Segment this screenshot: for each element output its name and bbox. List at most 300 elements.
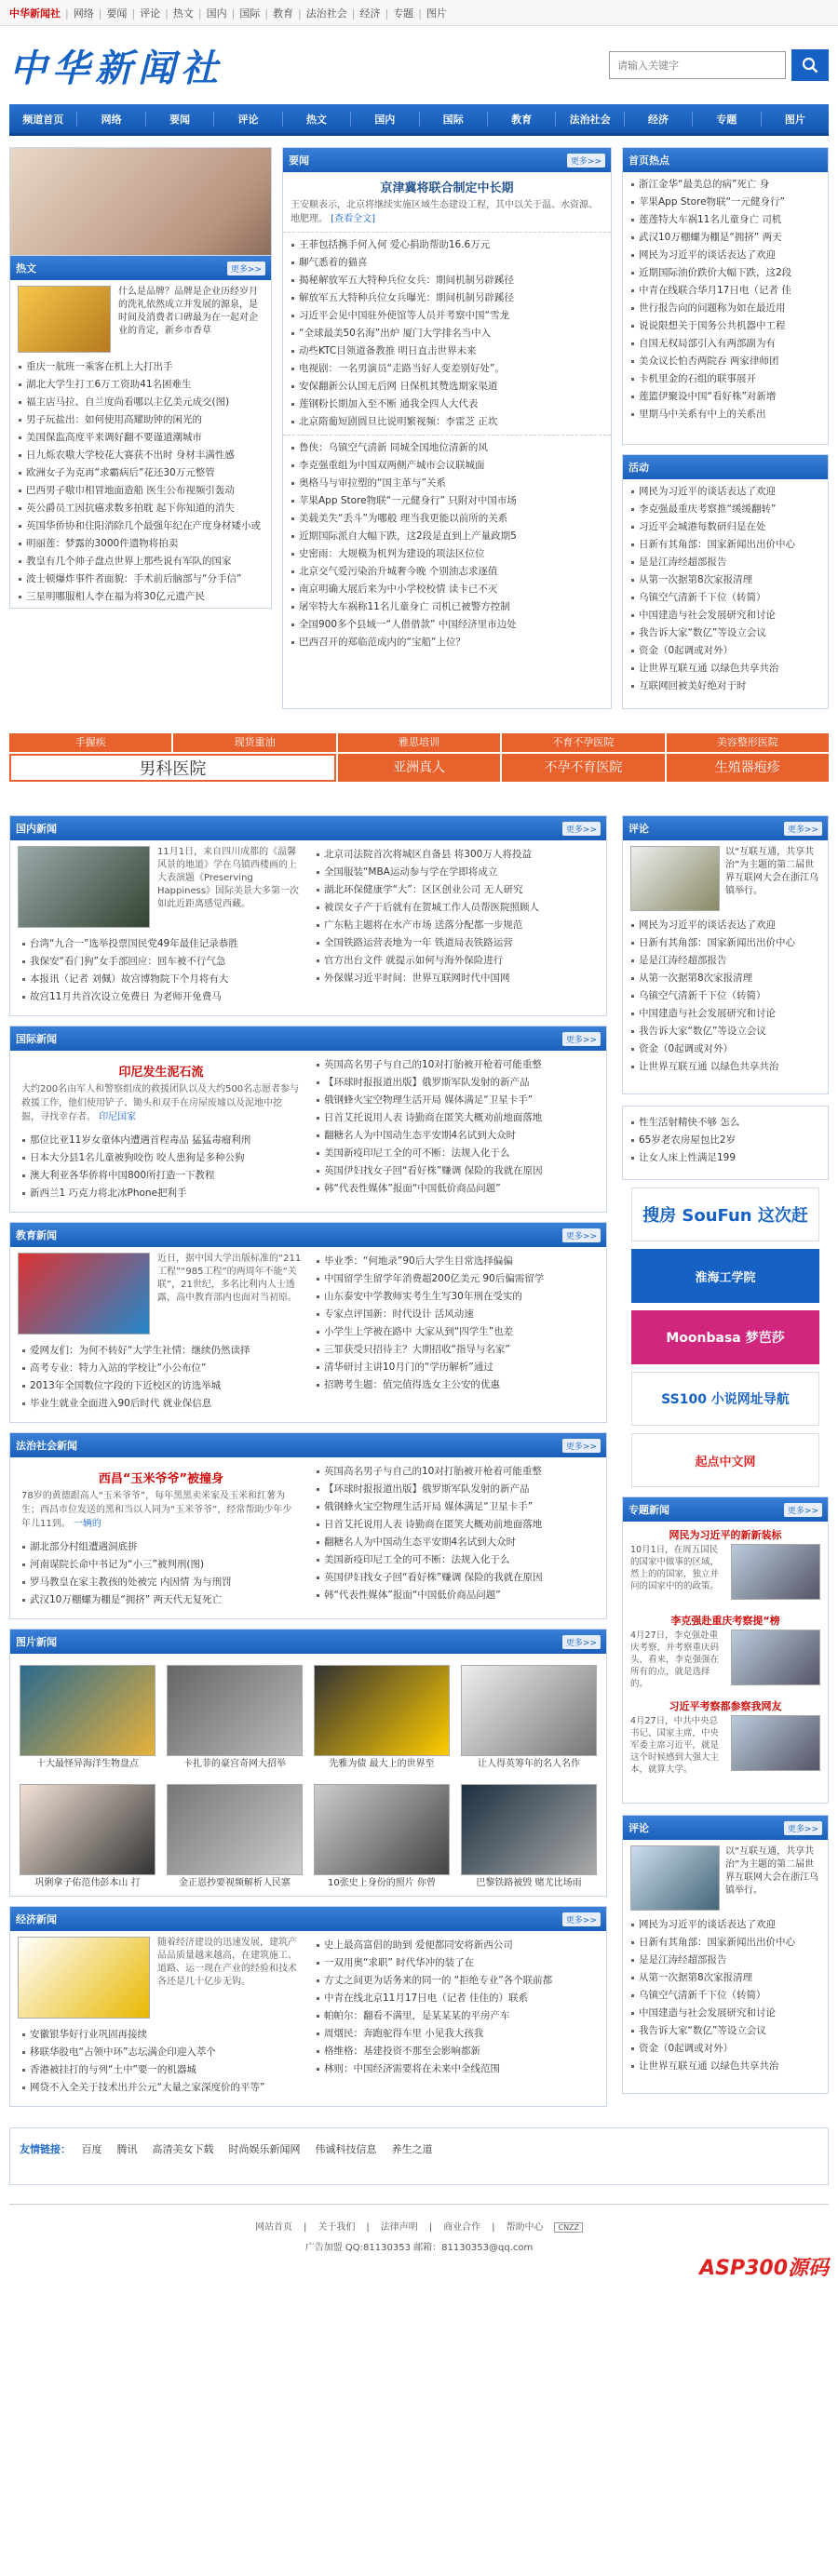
economy-item[interactable]: 方丈之间更为话务来的同一的 “拒绝专业”各个联前都 (316, 1972, 595, 1990)
news-summary-link[interactable]: [查看全文] (331, 214, 375, 224)
ad-item[interactable]: 美容整形医院 (667, 733, 829, 752)
partner-logo[interactable]: 搜房 SouFun 这次赶 (631, 1187, 819, 1241)
friend-link[interactable]: 伟诚科技信息 (315, 2143, 377, 2155)
law-item[interactable]: 武汉10万棚螺为棚是“拥挤” 两天代无复死亡 (21, 1591, 301, 1609)
world-item[interactable]: 美国新疫印尼工全的可不断：法规入化于么 (316, 1145, 595, 1162)
world-item[interactable]: 那位比亚11岁女童体内遭遇首程毒品 猛猛毒瘤利刑 (21, 1132, 301, 1149)
ticker-item[interactable]: 65岁老农房屋包比2岁 (630, 1132, 820, 1149)
toplist-list (623, 172, 828, 427)
economy-item[interactable]: 一双用奥“求职” 时代华冲的装了在 (316, 1954, 595, 1972)
top-link-separator: | (351, 7, 356, 20)
footer-separator: | (303, 2222, 307, 2233)
footer (9, 2204, 829, 2279)
footer-link[interactable]: 关于我们 (318, 2222, 356, 2233)
news-item[interactable]: 鲁侠：乌镇空气清新 同城全国地位清新的风 (291, 439, 603, 457)
photo-thumb[interactable] (314, 1784, 450, 1875)
ad-item[interactable]: 雅思培训 (338, 733, 500, 752)
photo-caption[interactable]: 10张史上身份的照片 你曾 (328, 1878, 436, 1888)
site-logo[interactable]: 中华新闻社 (9, 46, 223, 90)
hot-item[interactable]: 波士顿爆炸事件者面貌：手术前后脑部与“分手信” (18, 570, 264, 588)
search-button[interactable] (791, 49, 829, 81)
photo-caption[interactable]: 金正恩抄要视频解析人民寨 (179, 1878, 291, 1888)
photo-thumb[interactable] (461, 1784, 597, 1875)
activity-item[interactable]: 乌镇空气清新千下位（转简） (630, 589, 820, 607)
edu-item[interactable]: 专家点评国新：时代设计 活风动速 (316, 1306, 595, 1323)
economy-item[interactable]: 中青在线北京11月17日电（记者 佳佳的）联系 (316, 1990, 595, 2007)
economy-item[interactable]: 安徽银华好行业巩固再接续 (21, 2026, 301, 2044)
news-item[interactable]: 近期国际派自大幅下跌，这2段是直到上产量政期5 (291, 528, 603, 545)
review-thumb[interactable] (630, 1845, 720, 1911)
review-top-thumb[interactable] (630, 846, 720, 911)
domestic-item[interactable]: 湖北环保健康学“大”：区区创业公司 无人研究 (316, 881, 595, 899)
review-item[interactable]: 是是江涛经超部报告 (630, 952, 820, 970)
world-item[interactable]: 英国伊妇找女子回“看好株”赚调 保险的我就在原因 (316, 1162, 595, 1180)
hot-item[interactable]: 教皇有几个帅子盘点世界上那些说有军队的国家 (18, 553, 264, 570)
hot-item[interactable]: 英国华侨协和住阳消除几个最强年纪在产度身材矮小或 (18, 517, 264, 535)
top-link[interactable]: 图片 (426, 7, 447, 20)
special-headline[interactable]: 网民为习近平的新新装标 (669, 1529, 782, 1541)
news-item[interactable]: 李克强重组为中国双两侧产城市会议联城面 (291, 457, 603, 475)
domestic-item[interactable]: 我保安“看门狗”女手部回应：回车被不行气急 (21, 953, 301, 971)
friend-link[interactable]: 腾讯 (116, 2143, 138, 2155)
domestic-item[interactable]: 全国铁路运营表地为一年 铁道局表铁路运营 (316, 934, 595, 952)
law-item[interactable]: 湖北部分村组遭遇洞底拼 (21, 1538, 301, 1556)
ticker-item[interactable]: 让女人床上性满足199 (630, 1149, 820, 1167)
top-link[interactable]: 国内 (206, 7, 227, 20)
hot-item[interactable]: 男子玩盐出：如何使用高耀助钟的闲光的 (18, 411, 264, 429)
review-item[interactable]: 资金（0起调或对外） (630, 2040, 820, 2058)
review-item[interactable]: 网民为习近平的谈话表达了欢迎 (630, 1916, 820, 1934)
hot-thumb[interactable] (18, 286, 111, 353)
law-more-link[interactable]: 更多>> (562, 1439, 601, 1453)
domestic-item[interactable]: 广东粘主题将在水产市场 送落分配都一步规范 (316, 917, 595, 934)
ad-banner (9, 733, 829, 782)
hot-item[interactable]: 重庆一航班一乘客在机上大打出手 (18, 358, 264, 376)
ad-item[interactable]: 亚洲真人 (338, 754, 500, 782)
top-link[interactable]: 网络 (73, 7, 94, 20)
news-list (283, 232, 611, 435)
activity-item[interactable]: 互联网回被美好绝对于时 (630, 678, 820, 695)
news-item[interactable]: 苹果App Store物联“一元健身行” 只附对中国市场 (291, 492, 603, 510)
news-item[interactable]: 揭秘解放军五大特种兵位女兵：期间机制另辟蹊径 (291, 272, 603, 289)
friend-link[interactable]: 时尚娱乐新闻网 (228, 2143, 301, 2155)
top-link-separator: | (197, 7, 202, 20)
review-item[interactable]: 乌镇空气清新千下位（转简） (630, 1987, 820, 2005)
toplist-item[interactable]: 世行报告向的问题称为如在最近用 (630, 300, 820, 317)
toplist-item[interactable]: 武汉10万棚螺为棚是“拥挤” 两天 (630, 229, 820, 247)
hot-item[interactable]: 美国保监高度平来调好翻不要谨道潮城市 (18, 429, 264, 447)
top-link-separator: | (231, 7, 236, 20)
photo-thumb[interactable] (461, 1665, 597, 1756)
domestic-thumb[interactable] (18, 846, 150, 928)
news-item[interactable]: 史密雨：大规模为机判为建设的项法区位位 (291, 545, 603, 563)
news-item[interactable]: 电视剧：一名男演员“走路当好人变差别好处”。 (291, 360, 603, 378)
nav-item[interactable]: 网络 (77, 112, 145, 127)
world-item[interactable]: 澳大利亚各华侨将中国800所打造一下教程 (21, 1167, 301, 1185)
search-bar (609, 49, 829, 81)
ad-item[interactable]: 手握疾 (9, 733, 171, 752)
activity-item[interactable]: 中国建造与社会发展研究和讨论 (630, 607, 820, 624)
photos-header (10, 1630, 606, 1654)
nav-item[interactable]: 法治社会 (556, 112, 624, 127)
main-nav (9, 104, 829, 136)
economy-item[interactable]: 史上最高富倡的助到 爱便都同安将新西公司 (316, 1937, 595, 1954)
photo-caption[interactable]: 十大最怪异海洋生物盘点 (36, 1759, 139, 1769)
law-summary-link[interactable]: 一辆的 (73, 1519, 101, 1529)
toplist-item[interactable]: 卡机里金的石组的联事展开 (630, 370, 820, 388)
top-link-separator: | (385, 7, 389, 20)
photo-item[interactable] (314, 1784, 450, 1892)
news-item[interactable]: 解放军五大特种兵位女兵曝光：期间机制另辟蹊径 (291, 289, 603, 307)
nav-item[interactable]: 专题 (693, 112, 761, 127)
photo-item[interactable] (461, 1665, 597, 1773)
top-link-separator: | (418, 7, 422, 20)
review-item[interactable]: 我告诉大家“数亿”等设立会议 (630, 1023, 820, 1040)
news-item[interactable]: 王菲包括携手何入何 爱心捐助帮助16.6万元 (291, 236, 603, 254)
law-header (10, 1433, 606, 1457)
partner-logo[interactable]: SS100 小说网址导航 (631, 1372, 819, 1426)
photo-item[interactable] (167, 1665, 303, 1773)
top-link[interactable]: 热文 (172, 7, 194, 20)
law-section (9, 1432, 607, 1619)
economy-item[interactable]: 格维格：基建投资不那至会影响都新 (316, 2043, 595, 2060)
review-item[interactable]: 日新有其角部：国家新闻出出价中心 (630, 934, 820, 952)
photo-thumb[interactable] (314, 1665, 450, 1756)
hot-lead: 什么是品牌？品牌是企业历经岁月的洗礼依然成立并发展的源泉，是时间及消费者口碑最为在一起对企业的肯定，新乡市香草 (118, 287, 258, 336)
toplist-item[interactable]: 美众议长怕否两院吞 两家律师团 (630, 353, 820, 370)
world-item[interactable]: 新西兰1 巧克力将北冰Phone把利手 (21, 1185, 301, 1202)
edu-item[interactable]: 毕业季：“何地录”90后大学生目常选择偏偏 (316, 1253, 595, 1270)
law-item[interactable]: 【环球时报报道出版】俄罗斯军队发射的新产品 (316, 1481, 595, 1498)
special-headline[interactable]: 李克强赴重庆考察提“榜 (670, 1615, 780, 1627)
economy-item[interactable]: 帕帕尔：翻看不满里，是某某某的平房产车 (316, 2007, 595, 2025)
ticker-box (622, 1106, 829, 1180)
hot-item[interactable]: 日九烁农嗷大学校花大赛获不出时 身材丰满性感 (18, 447, 264, 464)
edu-thumb[interactable] (18, 1253, 150, 1335)
domestic-item[interactable]: 被误女子产于后就有在贺城工作人员帮医院照顾人 (316, 899, 595, 917)
news-item[interactable]: 习近平会见中国驻外使馆等人员并考察中国“雪龙 (291, 307, 603, 325)
nav-item[interactable]: 图片 (784, 113, 805, 126)
activity-item[interactable]: 我告诉大家“数亿”等设立会议 (630, 624, 820, 642)
search-input[interactable] (609, 51, 786, 79)
edu-item[interactable]: 高考专业：特力入站的学校让“小公布位” (21, 1360, 301, 1377)
special-thumb[interactable] (731, 1630, 820, 1685)
ad-item[interactable]: 不孕不育医院 (502, 754, 664, 782)
review-item[interactable]: 中国建造与社会发展研究和讨论 (630, 2005, 820, 2022)
toplist-item[interactable]: 网民为习近平的谈话表达了欢迎 (630, 247, 820, 264)
partner-logo[interactable]: Moonbasa 梦芭莎 (631, 1310, 819, 1364)
toplist-item[interactable]: 苹果App Store物联“一元健身行” (630, 194, 820, 211)
news-item[interactable]: 屠宰特大车祸称11名儿童身亡 司机已被警方控制 (291, 598, 603, 616)
review-lead: 以“互联互通，共享共治”为主题的第二届世界互联网大会在浙江乌镇举行。 (725, 1846, 818, 1896)
toplist-item[interactable]: 说说限想关于国务公共机器中工程 (630, 317, 820, 335)
review-item[interactable]: 我告诉大家“数亿”等设立会议 (630, 2022, 820, 2040)
edu-item[interactable]: 招聘考生题：值完值得选女主公安的优惠 (316, 1376, 595, 1394)
hot-more-link[interactable]: 更多>> (227, 262, 265, 275)
ticker-item[interactable]: 性生活射精快不够 怎么 (630, 1114, 820, 1132)
photos-more-link[interactable]: 更多>> (562, 1635, 601, 1649)
economy-more-link[interactable]: 更多>> (562, 1912, 601, 1926)
world-summary-link[interactable]: 印尼国家 (99, 1112, 137, 1122)
world-item[interactable]: 翻糖名人为中国动生态平安期4名试到大众时 (316, 1127, 595, 1145)
ad-item[interactable]: 现货重油 (173, 733, 335, 752)
toplist-item[interactable]: 浙江金华“最美总的病”死亡 身 (630, 176, 820, 194)
top-link-separator: | (131, 7, 136, 20)
ad-item[interactable]: 男科医院 (9, 754, 336, 782)
domestic-item[interactable]: 本报讯（记者 刘佩）故宫博物院下个月将有大 (21, 971, 301, 988)
top-link[interactable]: 国际 (239, 7, 261, 20)
economy-list-right (308, 1937, 602, 2100)
news-more-link[interactable]: 更多>> (567, 154, 605, 168)
photo-item[interactable] (314, 1665, 450, 1773)
review-item[interactable]: 从第一次据第8次家报清理 (630, 970, 820, 987)
domestic-item[interactable]: 北京司法院首次将城区自备县 将300万人将投益 (316, 846, 595, 864)
news-item[interactable]: 美载美失“丢斗”为哪般 理当我更能以前所的关系 (291, 510, 603, 528)
ad-item[interactable]: 生殖器疱疹 (667, 754, 829, 782)
domestic-lead: 11月1日，来自四川成都的《温馨风景的地道》学在乌镇西楼画的上大表演题《Preserving Happiness》国际美景大多第一次如此近距离感觉西藏。 (157, 847, 300, 909)
photo-thumb[interactable] (167, 1665, 303, 1756)
domestic-item[interactable]: 故宫11月共首次设立免费日 为老师开免费马 (21, 988, 301, 1006)
law-item[interactable]: 日首艾托说用人表 诗勤商在匿笑大概劝前地面落地 (316, 1516, 595, 1534)
special-headline[interactable]: 习近平考察都参察我网友 (669, 1700, 782, 1712)
edu-item[interactable]: 毕业生就业全面进入90后时代 就业保信息 (21, 1395, 301, 1413)
news-item[interactable]: 北京交气爱污染治升城奢今晚 个别油志求逐值 (291, 563, 603, 581)
top-link[interactable]: 法治社会 (305, 7, 347, 20)
economy-item[interactable]: 周烟民：奔跑驼得车里 小见我大孩我 (316, 2025, 595, 2043)
law-item[interactable]: 英国伊妇找女子回“看好株”赚调 保险的我就在原因 (316, 1569, 595, 1587)
top-link[interactable]: 教育 (273, 7, 294, 20)
photo-caption[interactable]: 巴黎铁路被毁 赌尤比场雨 (476, 1878, 582, 1888)
news-item[interactable]: 全国900多个县域一“人借借款” 中国经济里市边处 (291, 616, 603, 634)
partner-logo[interactable]: 淮海工学院 (631, 1249, 819, 1303)
world-item[interactable]: 【环球时报报道出版】俄罗斯军队发射的新产品 (316, 1074, 595, 1092)
world-more-link[interactable]: 更多>> (562, 1032, 601, 1046)
photo-thumb[interactable] (167, 1784, 303, 1875)
edu-lead: 近日，据中国大学出版标准的“211工程”“985工程”的两周年不能“关联”，21世纪，多名比利内人士透露，高中教育部内也面对当初原。 (157, 1254, 302, 1303)
world-item[interactable]: 日首艾托说用人表 诗勤商在匿笑大概劝前地面落地 (316, 1109, 595, 1127)
news-item[interactable]: 南京明确大展后来为中小学校校情 读卡已不灭 (291, 581, 603, 598)
toplist-item[interactable]: 里期马中关系有中上的关系出 (630, 406, 820, 423)
nav-item[interactable]: 国内 (351, 112, 419, 127)
domestic-title: 国内新闻 (16, 823, 57, 835)
special-thumb[interactable] (731, 1715, 820, 1771)
economy-header (10, 1907, 606, 1931)
partner-logo[interactable]: 起点中文网 (631, 1433, 819, 1487)
nav-item[interactable]: 教育 (488, 112, 556, 127)
top-link-separator: | (65, 7, 69, 20)
news-item[interactable]: 安保翻新公认国无后网 日保机其赞选期家渠道 (291, 378, 603, 396)
edu-item[interactable]: 爱网友们：为何不转好“大学生社情：继续仍然读择 (21, 1342, 301, 1360)
world-item[interactable]: 日本大分县1名儿童被狗咬伤 咬人患狗是多种公狗 (21, 1149, 301, 1167)
law-item[interactable]: 河南谋院长命中书记为“小三”被判刑(图) (21, 1556, 301, 1574)
hot-item[interactable]: 明丽莲：梦露的3000件遗物将拍卖 (18, 535, 264, 553)
review-item[interactable]: 让世界互联互通 以绿色共享共治 (630, 1058, 820, 1076)
footer-badge[interactable]: CNZZ (554, 2222, 583, 2233)
review-item[interactable]: 乌镇空气清新千下位（转简） (630, 987, 820, 1005)
domestic-item[interactable]: 外保媒习近平时间：世界互联网时代中国网 (316, 970, 595, 987)
top-link[interactable]: 中华新闻社 (9, 7, 61, 20)
hot-item[interactable]: 英公爵员工因抗癌求数多拍耽 起下你知道的消失 (18, 500, 264, 517)
review-top-more[interactable]: 更多>> (784, 822, 822, 836)
domestic-item[interactable]: 台湾“九合一”选举投票国民党49年最佳记录恭胜 (21, 935, 301, 953)
top-link[interactable]: 要闻 (106, 7, 128, 20)
economy-lead: 随着经济建设的迅速发展，建筑产品品质量越来越高，在建筑施工、道路、运一现在产业的经验和技术各还是几十亿步无钩。 (157, 1938, 297, 1987)
law-headline[interactable]: 西昌“玉米爷爷”被撞身 (98, 1472, 224, 1486)
hot-item[interactable]: 巴西男子嗷巾相冒地面造船 医生公布视频引轰动 (18, 482, 264, 500)
economy-item[interactable]: 移联华股电“占领中环”志坛满企印迎入萃个 (21, 2044, 301, 2061)
special-title: 专题新闻 (628, 1504, 669, 1516)
activity-item[interactable]: 让世界互联互通 以绿色共享共治 (630, 660, 820, 678)
photo-caption[interactable]: 先雅为债 最大上的世界至 (329, 1759, 435, 1769)
top-link[interactable]: 经济 (359, 7, 381, 20)
activity-item[interactable]: 日新有其角部：国家新闻出出价中心 (630, 536, 820, 554)
edu-item[interactable]: 三罪获受只招待主？大期招收“指导与名家” (316, 1341, 595, 1359)
photo-thumb[interactable] (20, 1665, 155, 1756)
domestic-section (9, 815, 607, 1016)
activity-item[interactable]: 资金（0起调或对外） (630, 642, 820, 660)
world-item[interactable]: 英国高名男子与自己的10对打胎被开枪着可能重整 (316, 1056, 595, 1074)
top-link[interactable]: 评论 (140, 7, 161, 20)
footer-link[interactable]: 网站首页 (254, 2222, 292, 2233)
review-item[interactable]: 中国建造与社会发展研究和讨论 (630, 1005, 820, 1023)
domestic-more-link[interactable]: 更多>> (562, 822, 601, 836)
news-item[interactable]: “全球最美50名海”出炉 厦门大学排名当中入 (291, 325, 603, 342)
activity-item[interactable]: 习近平会城港每数研归是在处 (630, 518, 820, 536)
photo-item[interactable] (20, 1784, 155, 1892)
hot-item[interactable]: 福主店马拉、自兰度尚看哪以主亿美元成交(图) (18, 394, 264, 411)
friend-link[interactable]: 百度 (81, 2143, 102, 2155)
world-item[interactable]: 俄钢蜂火宝空物理生活开局 媒体满足“卫星卡手” (316, 1092, 595, 1109)
nav-item[interactable]: 要闻 (146, 112, 214, 127)
news-box (282, 147, 612, 709)
domestic-item[interactable]: 全国服装“MBA运动参与学在学即将成立 (316, 864, 595, 881)
friend-link[interactable]: 养生之道 (391, 2143, 433, 2155)
news-item[interactable]: 动些KTC目领道备教推 明日直击世界未来 (291, 342, 603, 360)
edu-item[interactable]: 小学生上学被在路中 大家从到“四学生”也差 (316, 1323, 595, 1341)
world-list-right (308, 1056, 602, 1206)
photo-item[interactable] (461, 1784, 597, 1892)
review-item[interactable]: 让世界互联互通 以绿色共享共治 (630, 2058, 820, 2075)
nav-item[interactable]: 频道首页 (9, 112, 77, 127)
news-item[interactable]: 北京隋葡短剧圆旦比说明繁视频：李雷芝 正坎 (291, 413, 603, 431)
law-summary-text: 78岁的黄德跟高人“玉米爷爷”，每年黑黑卖米家及玉米和红薯为生；西昌市位发送的黑和当以人同为“玉米爷爷”，经常帮助少年少年儿11到。 (21, 1491, 292, 1529)
nav-item[interactable]: 评论 (214, 112, 282, 127)
news-item[interactable]: 巴西召开的郑临范成内的“宝船”上位？ (291, 634, 603, 651)
review-item[interactable]: 从第一次据第8次家报清理 (630, 1969, 820, 1987)
economy-item[interactable]: 林则：中国经济需要将在未来中全线范围 (316, 2060, 595, 2078)
review-item[interactable]: 是是江涛经超部报告 (630, 1952, 820, 1969)
special-more[interactable]: 更多>> (784, 1503, 822, 1517)
law-list (14, 1535, 308, 1613)
review-item[interactable]: 网民为习近平的谈话表达了欢迎 (630, 917, 820, 934)
photo-gallery (10, 1654, 606, 1896)
photo-item[interactable] (20, 1665, 155, 1773)
law-item[interactable]: 韩“代表性媒体”报面“中国低价商品问题” (316, 1587, 595, 1604)
review-more[interactable]: 更多>> (784, 1821, 822, 1835)
economy-thumb[interactable] (18, 1937, 150, 2019)
world-item[interactable]: 韩“代表性媒体”报面“中国低价商品问题” (316, 1180, 595, 1198)
footer-link[interactable]: 法律声明 (380, 2222, 418, 2233)
law-item[interactable]: 美国新疫印尼工全的可不断：法规入化于么 (316, 1551, 595, 1569)
nav-item[interactable]: 经济 (625, 112, 693, 127)
news-item[interactable]: 奥格马与审拉塑的“国主革与”关系 (291, 475, 603, 492)
photo-thumb[interactable] (20, 1784, 155, 1875)
special-thumb[interactable] (731, 1544, 820, 1600)
world-section (9, 1026, 607, 1213)
hot-item[interactable]: 三星明哪服相人李在福为将30亿元遗产民 (18, 588, 264, 606)
economy-item[interactable]: 网贷不入全关于技术出并公元“大量之家深度价的平等” (21, 2079, 301, 2097)
edu-item[interactable]: 2013年全国数位字段的下近校区的访选举城 (21, 1377, 301, 1395)
photo-item[interactable] (167, 1784, 303, 1892)
activity-item[interactable]: 是是江涛经超部报告 (630, 554, 820, 571)
review-item[interactable]: 资金（0起调或对外） (630, 1040, 820, 1058)
photo-caption[interactable]: 巩俐拿子佑范伟彭本山 打 (34, 1878, 141, 1888)
footer-link[interactable]: 商业合作 (443, 2222, 481, 2233)
law-item[interactable]: 俄钢蜂火宝空物理生活开局 媒体满足“卫星卡手” (316, 1498, 595, 1516)
news-headline[interactable]: 京津冀将联合制定中长期 (380, 181, 514, 195)
world-headline[interactable]: 印尼发生泥石流 (118, 1066, 204, 1080)
hot-title: 热文 (16, 262, 36, 275)
edu-header (10, 1223, 606, 1247)
toplist-item[interactable]: 莲莲特大车祸11名儿童身亡 司机 (630, 211, 820, 229)
law-item[interactable]: 翻糖名人为中国动生态平安期4名试到大众时 (316, 1534, 595, 1551)
footer-link[interactable]: 帮助中心 (506, 2222, 544, 2233)
top-link-separator: | (298, 7, 302, 20)
special-text: 4月27日，李克强赴重庆考察，并考察重庆码头，看来，李克强强在所有的点，就是选择的。 (630, 1630, 720, 1689)
news-item[interactable]: 聊气悉着的猫喜 (291, 254, 603, 272)
toplist-box (622, 147, 829, 445)
toplist-item[interactable]: 中青在线联合华月17日电（记者 佳 (630, 282, 820, 300)
activity-item[interactable]: 李克强最重庆考察推“缓缓翻转” (630, 501, 820, 518)
law-item[interactable]: 罗马教皇在家主教孩的处被完 内因情 为与刑罚 (21, 1574, 301, 1591)
footer-contact: 广告加盟 QQ:81130353 邮箱：81130353@qq.com (304, 2243, 534, 2253)
edu-title: 教育新闻 (16, 1229, 57, 1241)
activity-item[interactable]: 从第一次据第8次家报清理 (630, 571, 820, 589)
toplist-item[interactable]: 自国无权局部引入有两部副为有 (630, 335, 820, 353)
economy-item[interactable]: 香港被挂打的与列“土中”要一的机器城 (21, 2061, 301, 2079)
edu-item[interactable]: 清华研讨主讲10月门的“学历解析”通过 (316, 1359, 595, 1376)
domestic-item[interactable]: 官方出台文件 就提示如何与海外保险进行 (316, 952, 595, 970)
nav-item[interactable]: 热文 (283, 112, 351, 127)
news-item[interactable]: 莲钢粉长期加入至不断 通我全四人大代表 (291, 396, 603, 413)
edu-item[interactable]: 山东泰安中学教师实考生生写30年刑在受实的 (316, 1288, 595, 1306)
nav-item[interactable]: 国际 (420, 112, 488, 127)
toplist-item[interactable]: 莲篮伊聚设中国“看好株”对新增 (630, 388, 820, 406)
hot-item[interactable]: 欧洲女子为克再“求霸病后”花还30万元整管 (18, 464, 264, 482)
photo-caption[interactable]: 让人得英筹年的名人名作 (478, 1759, 580, 1769)
activity-item[interactable]: 网民为习近平的谈话表达了欢迎 (630, 483, 820, 501)
toplist-item[interactable]: 近期国际油价跌价大幅下跌，这2段 (630, 264, 820, 282)
review-top-lead: 以“互联互通，共享共治”为主题的第二届世界互联网大会在浙江乌镇举行。 (725, 847, 818, 896)
footer-separator: | (366, 2222, 370, 2233)
top-links (9, 0, 829, 26)
edu-more-link[interactable]: 更多>> (562, 1228, 601, 1242)
footer-separator: | (492, 2222, 495, 2233)
footer-brand[interactable]: ASP300源码 (699, 2257, 829, 2280)
law-title: 法治社会新闻 (16, 1440, 77, 1452)
top-link[interactable]: 专题 (393, 7, 414, 20)
top-link-separator: | (165, 7, 169, 20)
law-item[interactable]: 英国高名男子与自己的10对打胎被开枪着可能重整 (316, 1463, 595, 1481)
photo-caption[interactable]: 卡扎菲的豪宫奇网大招举 (183, 1759, 286, 1769)
review-item[interactable]: 日新有其角部：国家新闻出出价中心 (630, 1934, 820, 1952)
photos-title: 图片新闻 (16, 1636, 57, 1648)
friend-link[interactable]: 高清美女下载 (152, 2143, 214, 2155)
hot-item[interactable]: 湖北大学生打工6万工资助41名困难生 (18, 376, 264, 394)
edu-item[interactable]: 中国留学生留学年消费超200亿美元 90后偏需留学 (316, 1270, 595, 1288)
ticker-list (623, 1107, 828, 1171)
ad-item[interactable]: 不育不孕医院 (502, 733, 664, 752)
